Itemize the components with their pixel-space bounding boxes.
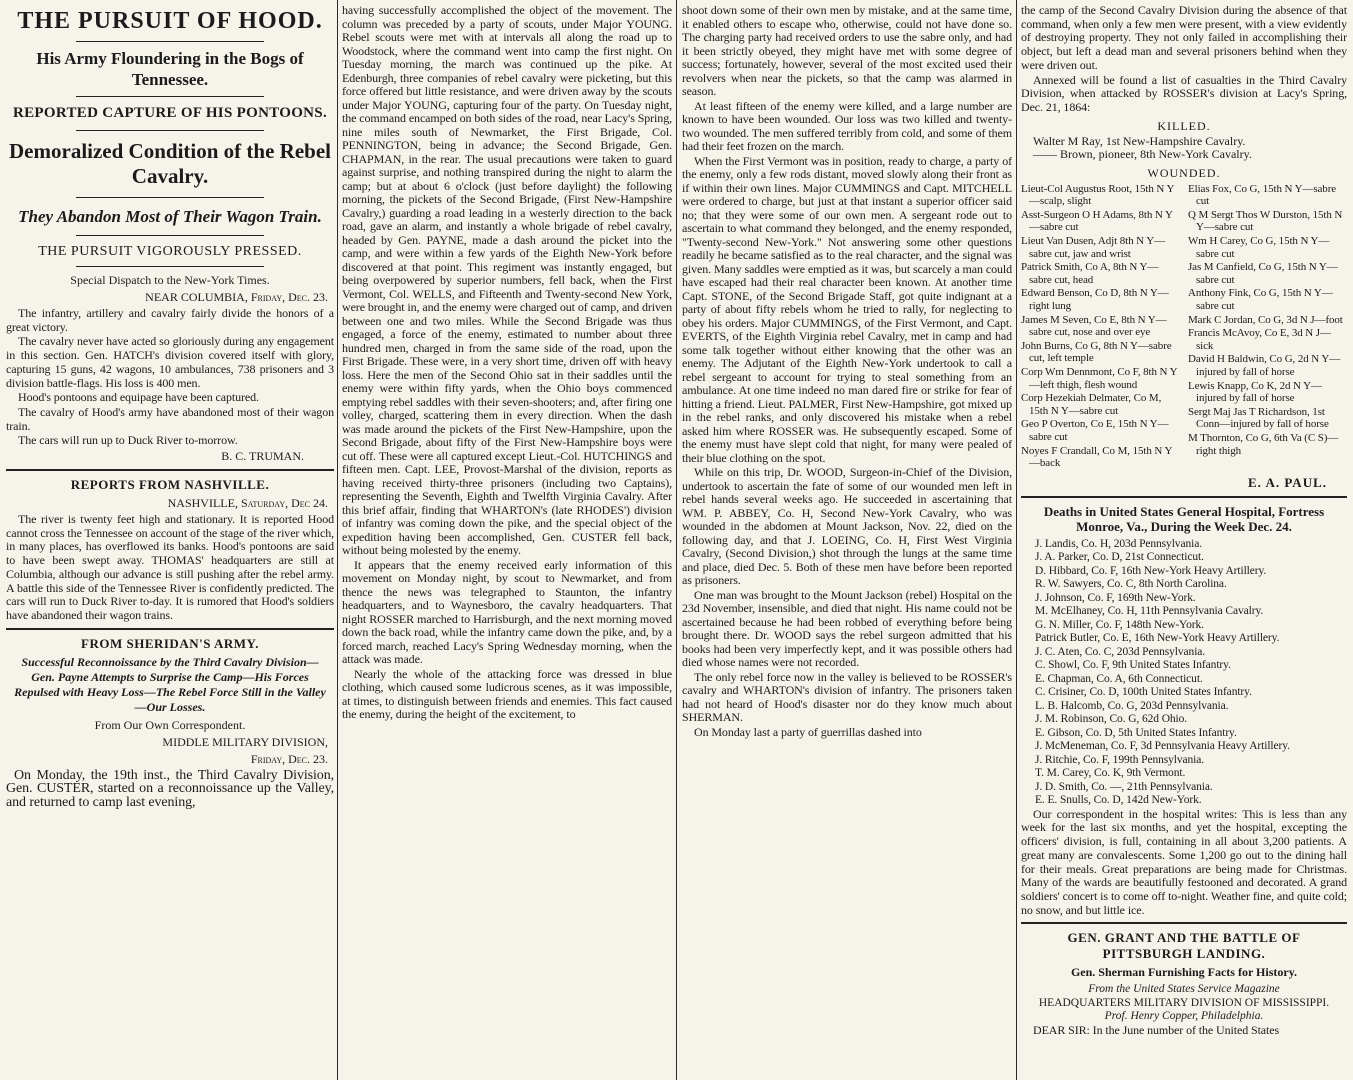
divider: [1021, 496, 1347, 498]
wounded-list: [1021, 183, 1347, 471]
paragraph: shoot down some of their own men by mistake, and at the same time, it enabled others to escape who, otherwise, could not have done so. The charging party had received orders to use the sabre only, and had it been strictly obeyed, they might have met with some degree of success; fortunately, however, several of the most excited used their revolvers when near the pickets, so that the camp was alarmed in season.: [682, 4, 1012, 98]
paragraph: The infantry, artillery and cavalry fairly divide the honors of a great victory.: [6, 306, 334, 334]
paragraph: The cavalry never have acted so gloriously during any engagement in this section. Gen. HATCH's division covered itself with glory, capturing 15 guns, 42 wagons, 10 ambulances, 738 prisoners and 3 division battle-flags. His loss is 400 men.: [6, 334, 334, 390]
section-heading: FROM SHERIDAN'S ARMY.: [81, 635, 259, 651]
column-2: [342, 4, 672, 1076]
killed-entry: —— Brown, pioneer, 8th New-York Cavalry.: [1033, 147, 1252, 162]
divider: [76, 96, 264, 97]
divider: [76, 266, 264, 267]
wounded-entry: Mark C Jordan, Co G, 3d N J—foot: [1188, 313, 1343, 326]
section-heading: GEN. GRANT AND THE BATTLE OF PITTSBURGH LANDING.: [1067, 930, 1301, 962]
killed-heading: KILLED.: [1157, 118, 1211, 133]
death-entry: J. Johnson, Co. F, 169th New-York.: [1035, 591, 1196, 604]
wounded-entry: Noyes F Crandall, Co M, 15th N Y—back: [1021, 444, 1173, 470]
wounded-entry: Lieut Van Dusen, Adjt 8th N Y—sabre cut, jaw and wrist: [1021, 235, 1165, 260]
column-rule: [1016, 0, 1017, 1080]
paragraph: Annexed will be found a list of casualties in the Third Cavalry Division, when attacked by ROSSER's division at Lacy's Spring, Dec. 21, 1864:: [1021, 72, 1347, 114]
wounded-heading: WOUNDED.: [1147, 165, 1221, 180]
section-subheading: Successful Reconnoissance by the Third Cavalry Division—Gen. Payne Attempts to Surprise the Camp—His Forces Repulsed with Heavy Loss—The Rebel Force Still in the Valley—Our Losses.: [14, 654, 326, 714]
byline: B. C. TRUMAN.: [221, 449, 304, 464]
section-subheading: Gen. Sherman Furnishing Facts for History.: [1070, 965, 1298, 980]
wounded-entry: Jas M Canfield, Co G, 15th N Y—sabre cut: [1188, 261, 1338, 286]
dateline: NEAR COLUMBIA, Friday, Dec. 23.: [145, 290, 328, 304]
wounded-entry: Q M Sergt Thos W Durston, 15th N Y—sabre cut: [1188, 208, 1343, 234]
wounded-entry: Corp Hezekiah Delmater, Co M, 15th N Y—sabre cut: [1021, 392, 1162, 417]
deaths-heading: Deaths in United States General Hospital, Fortress Monroe, Va., During the Week Dec. 24.: [1043, 503, 1325, 534]
wounded-entry: Corp Wm Dennmont, Co F, 8th N Y—left thigh, flesh wound: [1021, 365, 1178, 391]
divider: [76, 197, 264, 198]
deck-4: They Abandon Most of Their Wagon Train.: [18, 207, 322, 226]
killed-entry: Walter M Ray, 1st New-Hampshire Cavalry.: [1033, 133, 1246, 148]
paragraph: The cars will run up to Duck River to-morrow.: [18, 433, 238, 448]
deck-5: THE PURSUIT VIGOROUSLY PRESSED.: [38, 244, 302, 259]
paragraph: While on this trip, Dr. WOOD, Surgeon-in-Chief of the Division, undertook to ascertain the fate of some of our wounded men left in rebel hands several weeks ago. He succeeded in ascertaining that WM. P. ABBEY, Co. H, Second New-York Cavalry, who was wounded in the abdomen at Mount Jackson, Nov. 22, died on the following day, and that J. LOEING, Co. H, First West Virginia Cavalry, (Second Division,) shot through the lungs at the same time and place, died Dec. 5. Both of these men have before been reported as prisoners.: [682, 465, 1012, 587]
dispatch-intro: Special Dispatch to the New-York Times.: [70, 273, 270, 287]
death-entry: E. Gibson, Co. D, 5th United States Infantry.: [1035, 726, 1237, 739]
paragraph: DEAR SIR: In the June number of the United States: [1033, 1022, 1280, 1037]
divider: [76, 130, 264, 131]
divider: [76, 41, 264, 42]
death-entry: Patrick Butler, Co. E, 16th New-York Heavy Artillery.: [1035, 632, 1280, 645]
wounded-entry: Patrick Smith, Co A, 8th N Y—sabre cut, head: [1021, 261, 1159, 286]
wounded-entry: Geo P Overton, Co E, 15th N Y—sabre cut: [1021, 418, 1169, 443]
death-entry: J. D. Smith, Co. —, 21th Pennsylvania.: [1035, 780, 1213, 793]
paragraph: having successfully accomplished the object of the movement. The column was preceded by a party of scouts, under Major YOUNG. Rebel scouts were met with at intervals all along the road up to Woodstock, where the command went into camp the first night. On Tuesday morning, the march was continued up the pike. At Edenburgh, three companies of rebel cavalry were picketing, but this force offered but little resistance, and were driven away by the scouts under Major YOUNG, capturing four of the party. On Tuesday night, the command encamped on both sides of the road, near Lacy's Spring, nine miles south of Newmarket, the First Brigade, Col. PENNINGTON, being in advance; the Second Brigade, Gen. CHAPMAN, in the rear. The usual precautions were taken to guard against surprise, and nothing transpired during the night to alarm the camp; but at about 6 o'clock (just before daylight) the following morning, the pickets of the Second Brigade, (First New-Hampshire Cavalry,) guarding a road leading in a westerly direction to the back road, gave an alarm, and instantly a whole brigade of rebel cavalry, headed by Gen. PAYNE, made a dash around the picket into the camp, and were within a few yards of the Eighth New-York before discovered at that point. This regiment was instantly engaged, but being overpowered by superior numbers, fell back, when the First Vermont, Col. WELLS, and Fifteenth and Twenty-second New York, were brought in, and the enemy were charged out of camp, and driven between one and two miles. While the Second Brigade was thus engaged, a force of the enemy, estimated to number about three hundred men, charged in from the same side of the road, upon the First Brigade. These were, in a very short time, driven off with heavy loss. Here the men of the Second Ohio sat in their saddles until the enemy were within fifty yards, when the Ohio boys commenced emptying rebel saddles with their seven-shooters; and, after firing one volley, charged, scattering them in every direction. When the dash was made around the pickets of the First New-Hampshire, upon the Second Brigade, about fifty of the First New-Hampshire boys were cut off. These were all captured except Lieut.-Col. HUTCHINGS and fifteen men. Capt. LEE, Provost-Marshal of the division, reports as having received thirty-three prisoners (including two Captains), representing the Seventh, Eighth and Twelfth Virginia Cavalry. After this brief affair, finding that WHARTON's (late RHODES') division of infantry was coming down the pike, and the special object of the expedition having been accomplished, Gen. CUSTER fell back, without being molested by the enemy.: [342, 4, 672, 557]
death-entry: J. Landis, Co. H, 203d Pennsylvania.: [1035, 537, 1202, 550]
wounded-entry: Asst-Surgeon O H Adams, 8th N Y—sabre cut: [1021, 208, 1173, 234]
paragraph: At least fifteen of the enemy were killed, and a large number are known to have been wounded. Our loss was two killed and twenty-two wounded. The men suffered terribly from cold, and some of them had their feet frozen on the march.: [682, 98, 1012, 153]
deck-3: Demoralized Condition of the Rebel Cavalry.: [9, 139, 331, 188]
death-entry: D. Hibbard, Co. F, 16th New-York Heavy Artillery.: [1035, 564, 1267, 577]
death-entry: G. N. Miller, Co. F, 148th New-York.: [1035, 618, 1204, 631]
wounded-entry: James M Seven, Co E, 8th N Y—sabre cut, nose and over eye: [1021, 313, 1167, 339]
divider: [1021, 922, 1347, 924]
deck-1: His Army Floundering in the Bogs of Tennessee.: [36, 49, 304, 89]
wounded-entry: David H Baldwin, Co G, 2d N Y—injured by fall of horse: [1188, 353, 1341, 378]
death-entry: J. A. Parker, Co. D, 21st Connecticut.: [1035, 551, 1204, 564]
source-line: HEADQUARTERS MILITARY DIVISION OF MISSISSIPPI.: [1038, 996, 1330, 1009]
death-entry: L. B. Halcomb, Co. G, 203d Pennsylvania.: [1035, 699, 1229, 712]
wounded-list-left: [1021, 183, 1180, 471]
death-entry: T. M. Carey, Co. K, 9th Vermont.: [1035, 767, 1186, 780]
correspondent-line: From Our Own Correspondent.: [94, 717, 246, 732]
paragraph: Hood's pontoons and equipage have been captured.: [18, 390, 259, 405]
wounded-list-right: [1188, 183, 1347, 471]
dateline: Friday, Dec. 23.: [250, 751, 328, 766]
death-entry: C. Showl, Co. F, 9th United States Infantry.: [1035, 659, 1231, 672]
dateline: NASHVILLE, Saturday, Dec 24.: [167, 496, 328, 511]
wounded-entry: Sergt Maj Jas T Richardson, 1st Conn—injured by fall of horse: [1188, 405, 1329, 431]
death-entry: C. Crisiner, Co. D, 100th United States Infantry.: [1035, 686, 1252, 699]
death-entry: E. E. Snulls, Co. D, 142d New-York.: [1035, 794, 1202, 807]
column-1: [6, 4, 334, 1076]
paragraph: The only rebel force now in the valley is believed to be ROSSER's cavalry and WHARTON's division of infantry. The prisoners taken had not heard of Hood's disaster nor do they know much about SHERMAN.: [682, 669, 1012, 724]
wounded-entry: Wm H Carey, Co G, 15th N Y—sabre cut: [1188, 235, 1330, 260]
divider: [6, 469, 334, 471]
wounded-entry: Edward Benson, Co D, 8th N Y—right lung: [1021, 287, 1169, 312]
paragraph: On Monday last a party of guerrillas dashed into: [694, 724, 922, 739]
paragraph: The cavalry of Hood's army have abandoned most of their wagon train.: [6, 404, 334, 433]
divider: [76, 235, 264, 236]
paragraph: It appears that the enemy received early information of this movement on Monday night, by scout to Newmarket, and from thence the news was telegraphed to Staunton, the infantry headquarters, and to Waynesboro, the cavalry headquarters. That night ROSSER marched to Harrisburgh, and the next morning moved down the back road, while the infantry came down the pike, and, by a forced march, reached Lacy's Spring Wednesday morning, when the attack was made.: [342, 557, 672, 666]
divider: [6, 628, 334, 630]
wounded-entry: Elias Fox, Co G, 15th N Y—sabre cut: [1188, 182, 1337, 208]
wounded-entry: Francis McAvoy, Co E, 3d N J—sick: [1188, 327, 1331, 352]
death-entry: J. M. Robinson, Co. G, 62d Ohio.: [1035, 713, 1188, 726]
paragraph: One man was brought to the Mount Jackson (rebel) Hospital on the 23d November, insensible, and died that night. His name could not be ascertained because he had been robbed of everything before being brought there. Dr. WOOD says the rebel surgeon admitted that his books had been very imperfectly kept, and it was possible others had died whose names were not recorded.: [682, 587, 1012, 669]
death-entry: R. W. Sawyers, Co. C, 8th North Carolina.: [1035, 578, 1227, 591]
wounded-entry: John Burns, Co G, 8th N Y—sabre cut, left temple: [1021, 339, 1172, 365]
paragraph: The river is twenty feet high and stationary. It is reported Hood cannot cross the Tennessee on account of the stage of the river which, in many places, has overflowed its banks. Hood's pontoons are said to have been swept away. THOMAS' headquarters are still at Columbia, although our advance is still pushing after the rebel army. A battle this side of the Tennessee River is confidently predicted. The cars will run to Duck River to-day. It is rumored that Hood's soldiers have abandoned their wagon trains.: [6, 512, 334, 622]
headline: THE PURSUIT OF HOOD.: [17, 8, 323, 34]
column-rule: [676, 0, 677, 1080]
deaths-list: [1021, 538, 1347, 808]
wounded-entry: Anthony Fink, Co G, 15th N Y—sabre cut: [1188, 287, 1333, 312]
deck-2: REPORTED CAPTURE OF HIS PONTOONS.: [13, 105, 327, 121]
paragraph: Nearly the whole of the attacking force was dressed in blue clothing, which caused some ludicrous scenes, as it was impossible, at times, to distinguish between friends and enemies. This fact caused the enemy, during the height of the excitement, to: [342, 666, 672, 721]
wounded-entry: Lewis Knapp, Co K, 2d N Y—injured by fall of horse: [1188, 379, 1322, 405]
wounded-entry: M Thornton, Co G, 6th Va (C S)—right thigh: [1188, 431, 1339, 457]
column-4: [1021, 4, 1347, 1076]
wounded-entry: Lieut-Col Augustus Root, 15th N Y—scalp, slight: [1021, 182, 1175, 208]
death-entry: J. McMeneman, Co. F, 3d Pennsylvania Heavy Artillery.: [1035, 740, 1290, 753]
death-entry: E. Chapman, Co. A, 6th Connecticut.: [1035, 672, 1203, 685]
death-entry: J. C. Aten, Co. C, 203d Pennsylvania.: [1035, 645, 1206, 658]
column-3: [682, 4, 1012, 1076]
signature: E. A. PAUL.: [1247, 474, 1327, 490]
addressee-line: Prof. Henry Copper, Philadelphia.: [1104, 1010, 1264, 1023]
dateline: MIDDLE MILITARY DIVISION,: [162, 734, 328, 749]
paragraph: When the First Vermont was in position, ready to charge, a party of the enemy, only a few rods distant, moved slowly along their front as if within their own lines. Major CUMMINGS and Capt. MITCHELL were ordered to charge, but just at that instant a superior officer said no; that they were some of our own men. A sergeant rode out to ascertain to what command they belonged, and the enemy responded, "Twenty-second New-York." Not answering some other questions readily he became satisfied as to the real character, and the signal was given. Many saddles were emptied as it was, but scarcely a man could have escaped had their real character been known. At another time Capt. STONE, of the Second Brigade Staff, got quite indignant at a party of about fifty rebels whom he tried to rally, for neglecting to obey his orders. Major CUMMINGS, of the First Vermont, and Capt. EVERTS, of the Eighth Virginia rebel Cavalry, met in camp and had some talk together without either knowing that the other was an enemy. The Adjutant of the Eighth New-York undertook to call a rebel sergeant to account for trying to steal something from an ambulance. At one time indeed no man dared fire or strike for fear of hitting a friend. Lieut. PALMER, First New-Hampshire, got mixed up in the rebel ranks, and only discovered his mistake when a rebel asked him where ROSSER was. He subsequently escaped. Some of the enemy must have slept cold that night, for many were pealed of their blue clothing on the spot.: [682, 153, 1012, 465]
paragraph: the camp of the Second Cavalry Division during the absence of that command, when only a few men were present, with a view evidently of destroying property. They not only failed in accomplishing their object, but left a dead man and several prisoners behind when they were driven out.: [1021, 4, 1347, 72]
paragraph: Our correspondent in the hospital writes: This is less than any week for the last six months, and yet the hospital, excepting the officers' division, is full, containing in all about 3,200 patients. A great many are convalescents. Some 1,200 go out to the dining hall for their meals. Great preparations are being made for Christmas. Many of the wards are beautifully festooned and decorated. A grand soldiers' concert is to come off to-night. Weather fine, and quite cold; no snow, and but little ice.: [1021, 806, 1347, 917]
source-line: From the United States Service Magazine: [1088, 983, 1280, 996]
section-heading: REPORTS FROM NASHVILLE.: [70, 477, 270, 493]
death-entry: J. Ritchie, Co. F, 199th Pennsylvania.: [1035, 753, 1205, 766]
column-rule: [337, 0, 338, 1080]
paragraph: On Monday, the 19th inst., the Third Cavalry Division, Gen. CUSTER, started on a reconnoissance up the Valley, and returned to camp last evening,: [6, 767, 334, 811]
death-entry: M. McElhaney, Co. H, 11th Pennsylvania Cavalry.: [1035, 605, 1264, 618]
